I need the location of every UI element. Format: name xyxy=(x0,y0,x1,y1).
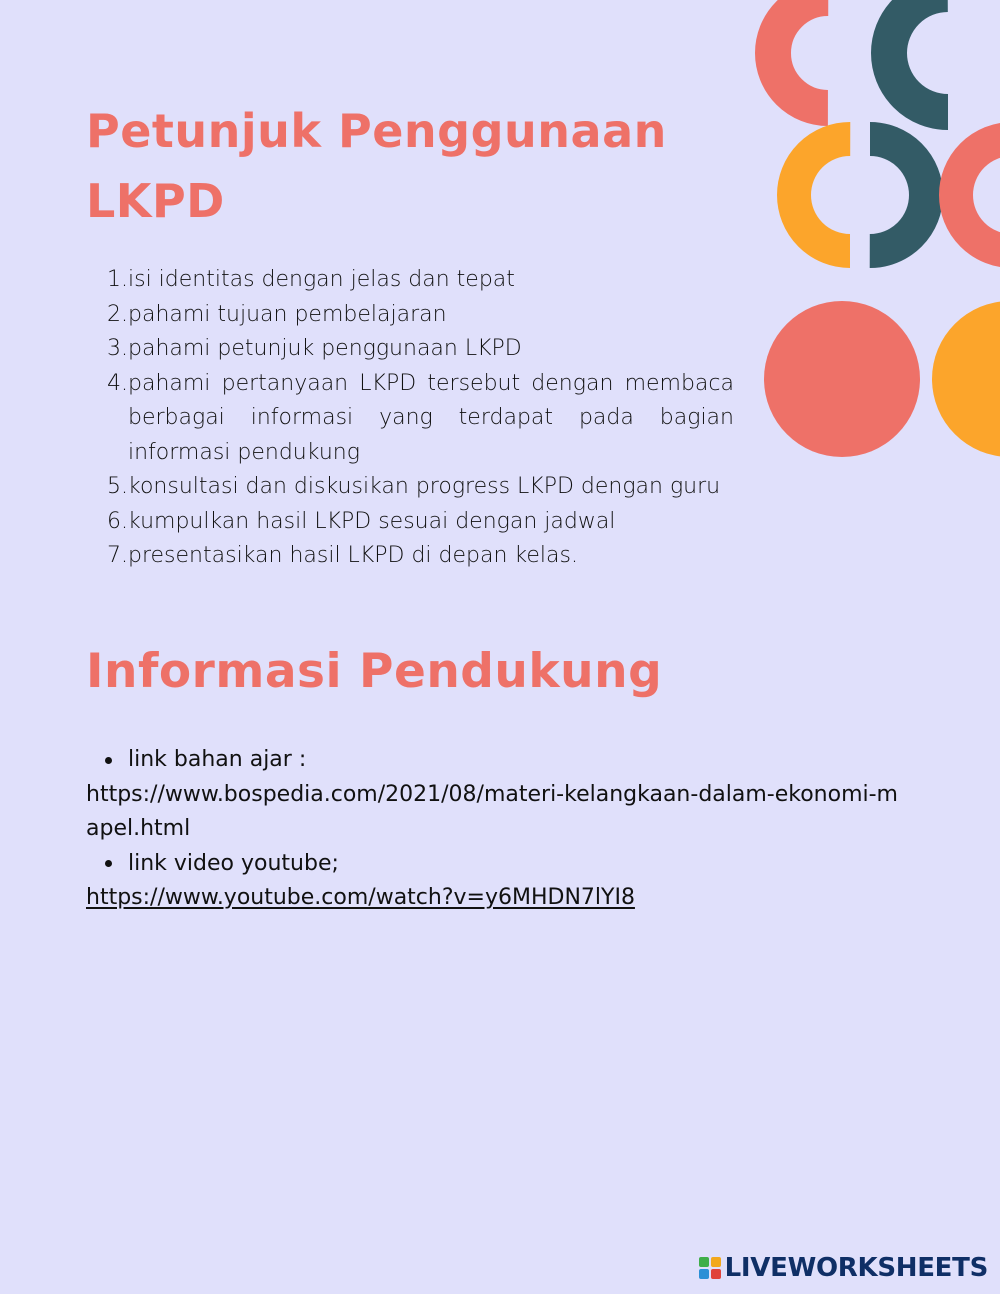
bahan-label: link bahan ajar : xyxy=(128,747,307,772)
list-text: pahami tujuan pembelajaran xyxy=(128,301,447,327)
coral-ring-mid xyxy=(956,139,1000,251)
orange-ring-top xyxy=(953,0,1000,112)
orange-circle xyxy=(932,301,1000,457)
coral-circle xyxy=(764,301,920,457)
section-title: Informasi Pendukung xyxy=(86,644,663,699)
list-item xyxy=(86,847,906,882)
list-text: kumpulkan hasil LKPD sesuai dengan jadwal xyxy=(128,508,616,534)
list-item xyxy=(86,505,734,540)
bahan-link[interactable]: https://www.bospedia.com/2021/08/materi-kelangkaan-dalam-ekonomi-mapel.html xyxy=(86,781,898,841)
list-number: 3. xyxy=(107,336,128,361)
list-item xyxy=(86,470,734,505)
list-number: 7. xyxy=(107,543,128,568)
list-item xyxy=(86,298,734,333)
list-number: 2. xyxy=(107,301,128,327)
list-text: konsultasi dan diskusikan progress LKPD dengan guru xyxy=(128,474,721,499)
list-item xyxy=(86,539,734,574)
list-number: 6. xyxy=(107,508,128,534)
teal-ring-top xyxy=(889,0,1000,112)
logo-square xyxy=(711,1269,721,1279)
list-item xyxy=(86,263,734,298)
coral-ring-top xyxy=(773,0,883,108)
page-title: Petunjuk Penggunaan LKPD xyxy=(86,104,667,228)
list-item xyxy=(86,332,734,367)
logo-square xyxy=(699,1269,709,1279)
list-text: pahami pertanyaan LKPD tersebut dengan membaca berbagai informasi yang terdapat pada bagian informasi pendukung xyxy=(128,370,734,465)
bullet-icon xyxy=(105,757,112,764)
list-text: pahami petunjuk penggunaan LKPD xyxy=(128,336,522,361)
video-link[interactable]: https://www.youtube.com/watch?v=y6MHDN7lYI8 xyxy=(86,885,635,910)
list-number: 5. xyxy=(107,474,128,499)
list-item xyxy=(86,743,906,778)
logo-square xyxy=(711,1257,721,1267)
list-text: presentasikan hasil LKPD di depan kelas. xyxy=(128,543,578,568)
logo-square xyxy=(699,1257,709,1267)
list-number: 4. xyxy=(107,370,128,396)
brand-name: LIVEWORKSHEETS xyxy=(724,1253,988,1283)
info-section xyxy=(86,743,906,916)
bullet-icon xyxy=(105,860,112,867)
list-number: 1. xyxy=(107,267,128,292)
video-label: link video youtube; xyxy=(128,850,339,876)
list-text: isi identitas dengan jelas dan tepat xyxy=(128,267,515,292)
liveworksheets-logo-icon xyxy=(699,1257,721,1279)
liveworksheets-branding xyxy=(699,1253,988,1283)
list-item xyxy=(86,367,734,471)
instruction-list xyxy=(86,263,734,574)
